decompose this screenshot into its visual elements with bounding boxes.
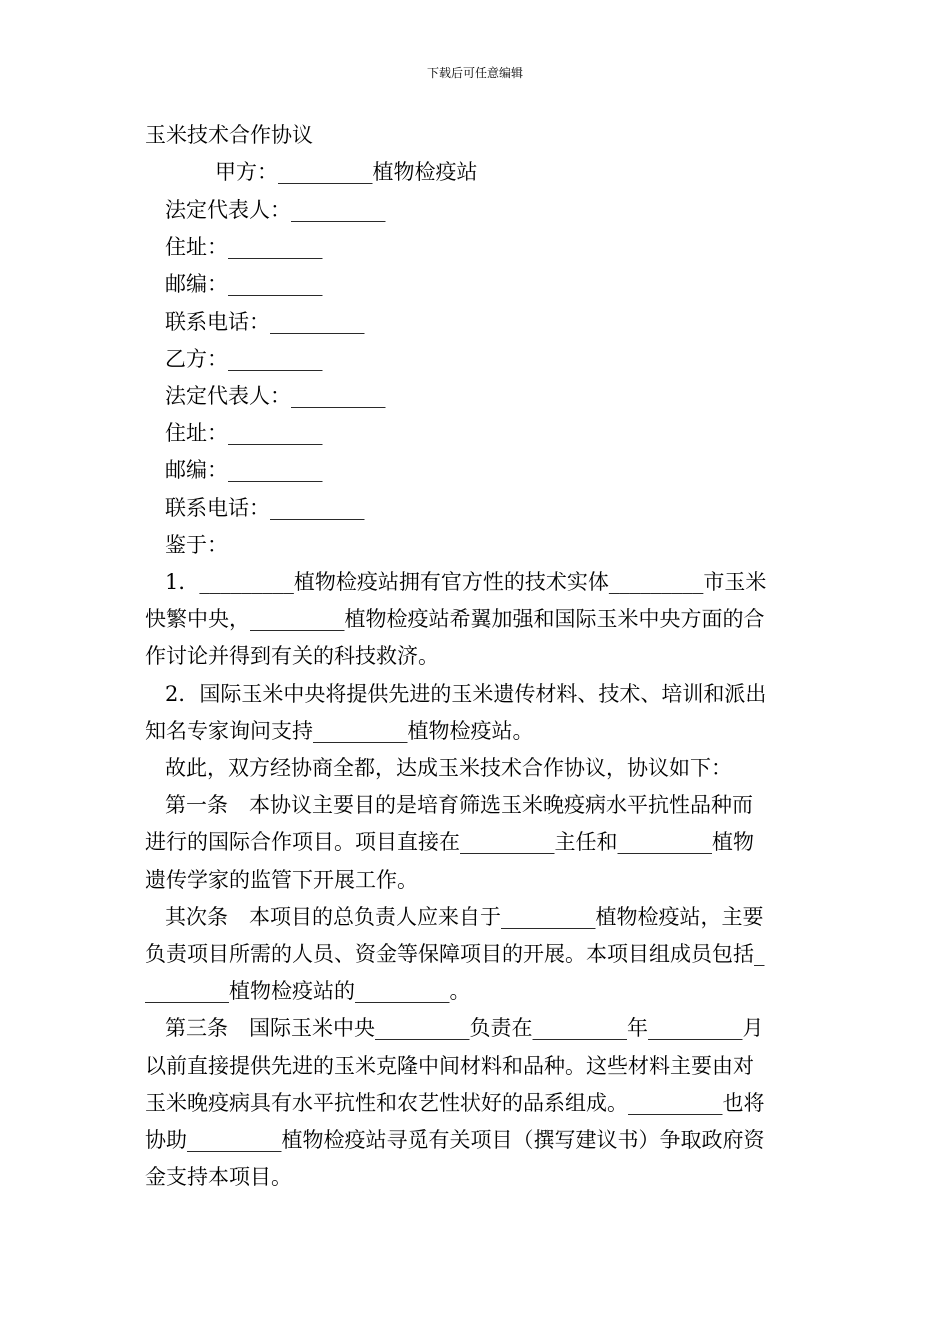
party-b: 乙方：_________ (165, 347, 323, 371)
article-3-line: 以前直接提供先进的玉米克隆中间材料和品种。这些材料主要由对 (145, 1054, 754, 1078)
whereas-heading: 鉴于： (165, 533, 228, 557)
party-b-representative: 法定代表人：_________ (165, 384, 386, 408)
party-a-postcode: 邮编：_________ (165, 272, 323, 296)
document-title: 玉米技术合作协议 (145, 123, 313, 147)
party-a-representative: 法定代表人：_________ (165, 198, 386, 222)
article-1-line: 进行的国际合作项目。项目直接在_________主任和_________植物 (145, 830, 754, 854)
party-a: 甲方：_________植物检疫站 (215, 160, 478, 184)
article-3-line: 玉米晚疫病具有水平抗性和农艺性状好的品系组成。_________也将 (145, 1091, 765, 1115)
article-2-line: 负责项目所需的人员、资金等保障项目的开展。本项目组成员包括_ (145, 942, 765, 966)
party-b-address: 住址：_________ (165, 421, 323, 445)
article-1-line: 第一条 本协议主要目的是培育筛选玉米晚疫病水平抗性品种而 (165, 793, 753, 817)
item-1-line: 1．_________植物检疫站拥有官方性的技术实体_________市玉米 (165, 570, 767, 594)
article-2-line: 其次条 本项目的总负责人应来自于_________植物检疫站，主要 (165, 905, 764, 929)
party-b-postcode: 邮编：_________ (165, 458, 323, 482)
item-2-line: 2．国际玉米中央将提供先进的玉米遗传材料、技术、培训和派出 (165, 682, 767, 706)
article-3-line: 协助_________植物检疫站寻觅有关项目（撰写建议书）争取政府资 (145, 1128, 765, 1152)
therefore-line: 故此，双方经协商全都，达成玉米技术合作协议，协议如下： (165, 756, 732, 780)
item-2-line: 知名专家询问支持_________植物检疫站。 (145, 719, 534, 743)
article-3-line: 第三条 国际玉米中央_________负责在_________年_________月 (165, 1016, 764, 1040)
header-note: 下载后可任意编辑 (426, 66, 523, 80)
item-1-line: 作讨论并得到有关的科技救济。 (145, 644, 439, 668)
article-1-line: 遗传学家的监管下开展工作。 (145, 868, 418, 892)
party-a-address: 住址：_________ (165, 235, 323, 259)
article-2-line: ________植物检疫站的_________。 (145, 979, 471, 1003)
party-b-phone: 联系电话：_________ (165, 496, 365, 520)
item-1-line: 快繁中央，_________植物检疫站希翼加强和国际玉米中央方面的合 (145, 607, 765, 631)
party-a-phone: 联系电话：_________ (165, 310, 365, 334)
article-3-line: 金支持本项目。 (145, 1165, 292, 1189)
